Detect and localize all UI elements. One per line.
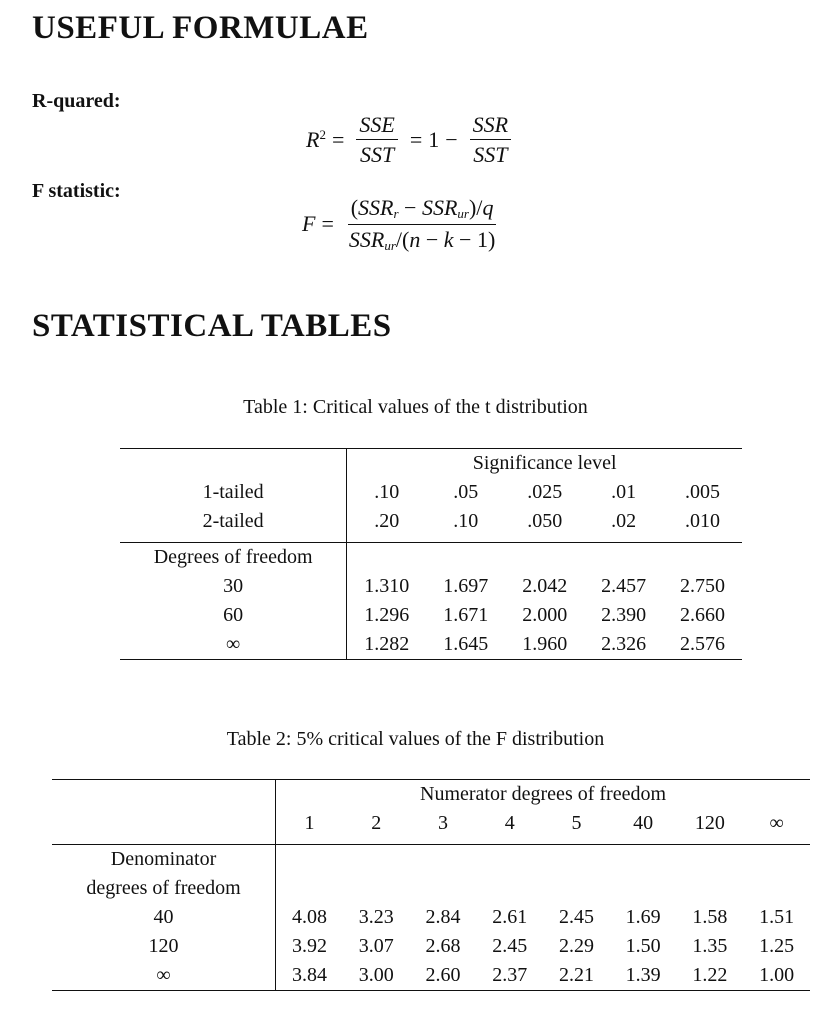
table-cell: 2.326 bbox=[584, 630, 663, 660]
two-tailed-value: .20 bbox=[347, 507, 427, 536]
spacer bbox=[276, 874, 810, 903]
table-cell: 3.23 bbox=[358, 906, 394, 928]
table2-corner bbox=[52, 780, 276, 810]
table-cell: 2.45 bbox=[558, 906, 594, 928]
table-cell: 2.29 bbox=[558, 935, 594, 957]
table-cell: 3.00 bbox=[343, 961, 410, 991]
table-cell: 1.282 bbox=[347, 630, 427, 660]
table-cell: 2.750 bbox=[680, 575, 726, 597]
table-cell: 1.51 bbox=[759, 906, 795, 928]
table-cell: 1.697 bbox=[443, 575, 489, 597]
numerator-df: 1 bbox=[276, 809, 343, 838]
table-cell: 1.69 bbox=[625, 906, 661, 928]
numerator-df-header: Numerator degrees of freedom bbox=[276, 780, 810, 810]
significance-level-header: Significance level bbox=[347, 449, 742, 479]
two-tailed-value: .10 bbox=[453, 510, 479, 532]
df-cell: 60 bbox=[223, 604, 244, 626]
table-cell: 1.22 bbox=[677, 961, 744, 991]
table-cell: 3.84 bbox=[276, 961, 343, 991]
table-cell: 1.645 bbox=[426, 630, 505, 660]
table-cell: 2.457 bbox=[601, 575, 647, 597]
table-cell: 2.60 bbox=[410, 961, 477, 991]
df-cell: 40 bbox=[153, 906, 174, 928]
table-cell: 4.08 bbox=[276, 903, 343, 932]
heading-statistical-tables: STATISTICAL TABLES bbox=[32, 308, 392, 344]
one-tailed-value: .05 bbox=[453, 481, 479, 503]
one-tailed-value: .01 bbox=[611, 481, 637, 503]
table-cell: 2.84 bbox=[425, 906, 461, 928]
table1-corner bbox=[120, 449, 347, 479]
one-tailed-value: .005 bbox=[685, 481, 721, 503]
table-cell: 2.576 bbox=[663, 630, 742, 660]
table-cell: 1.296 bbox=[347, 601, 427, 630]
table-cell: 2.61 bbox=[492, 906, 528, 928]
table-cell: 3.92 bbox=[276, 932, 343, 961]
table-cell: 2.660 bbox=[680, 604, 726, 626]
one-tailed-value: .025 bbox=[527, 481, 563, 503]
table-cell: 2.000 bbox=[522, 604, 568, 626]
table1-caption: Table 1: Critical values of the t distribution bbox=[243, 396, 588, 418]
table-cell: 1.00 bbox=[743, 961, 810, 991]
denominator-label: Denominator bbox=[52, 845, 276, 875]
table-cell: 1.671 bbox=[443, 604, 489, 626]
table-cell: 1.39 bbox=[610, 961, 677, 991]
spacer bbox=[347, 543, 742, 573]
numerator-df: 5 bbox=[571, 812, 582, 834]
r-squared-label: R-quared: bbox=[32, 90, 121, 112]
numerator-df: 4 bbox=[504, 812, 515, 834]
table-cell: 1.58 bbox=[692, 906, 728, 928]
spacer bbox=[276, 845, 810, 875]
one-tailed-value: .10 bbox=[347, 478, 427, 507]
r-squared-formula: $R^2$ = $\frac{\text{SSE}}{\text{SST}}$ = 1 − $\frac{\text{SSR}}{\text{SST}}$ bbox=[306, 112, 517, 168]
numerator-df: ∞ bbox=[769, 812, 784, 834]
table-cell: 2.37 bbox=[476, 961, 543, 991]
denominator-label: degrees of freedom bbox=[86, 877, 241, 899]
numerator-df: 3 bbox=[438, 812, 448, 834]
table-cell: 2.68 bbox=[425, 935, 461, 957]
two-tailed-value: .010 bbox=[685, 510, 721, 532]
table-cell: 1.25 bbox=[759, 935, 795, 957]
df-cell: ∞ bbox=[52, 961, 276, 991]
table-cell: 2.45 bbox=[492, 935, 528, 957]
table-cell: 3.07 bbox=[358, 935, 394, 957]
f-statistic-formula: F = $\frac{(SSR_r - SSR_{ur})/q}{SSR_{ur}/(n - k - 1)}$ bbox=[302, 195, 496, 253]
t-distribution-table bbox=[120, 448, 742, 660]
df-cell: ∞ bbox=[120, 630, 347, 660]
table-cell: 1.35 bbox=[692, 935, 728, 957]
table-cell: 2.390 bbox=[601, 604, 647, 626]
two-tailed-value: .02 bbox=[611, 510, 637, 532]
table-cell: 1.310 bbox=[347, 572, 427, 601]
two-tailed-label: 2-tailed bbox=[202, 510, 264, 532]
numerator-df: 40 bbox=[633, 812, 654, 834]
table-cell: 1.960 bbox=[505, 630, 584, 660]
table2-corner bbox=[52, 809, 276, 838]
table-cell: 1.50 bbox=[625, 935, 661, 957]
df-cell: 120 bbox=[148, 935, 179, 957]
numerator-df: 120 bbox=[694, 812, 725, 834]
f-distribution-table bbox=[52, 779, 810, 991]
numerator-df: 2 bbox=[371, 812, 382, 834]
table-cell: 2.042 bbox=[522, 575, 568, 597]
heading-useful-formulae: USEFUL FORMULAE bbox=[32, 10, 369, 46]
one-tailed-label: 1-tailed bbox=[202, 481, 264, 503]
df-cell: 30 bbox=[223, 575, 244, 597]
table2-caption: Table 2: 5% critical values of the F distribution bbox=[226, 728, 605, 750]
f-statistic-label: F statistic: bbox=[32, 180, 121, 202]
degrees-of-freedom-label: Degrees of freedom bbox=[120, 543, 347, 573]
table-cell: 2.21 bbox=[543, 961, 610, 991]
two-tailed-value: .050 bbox=[527, 510, 563, 532]
